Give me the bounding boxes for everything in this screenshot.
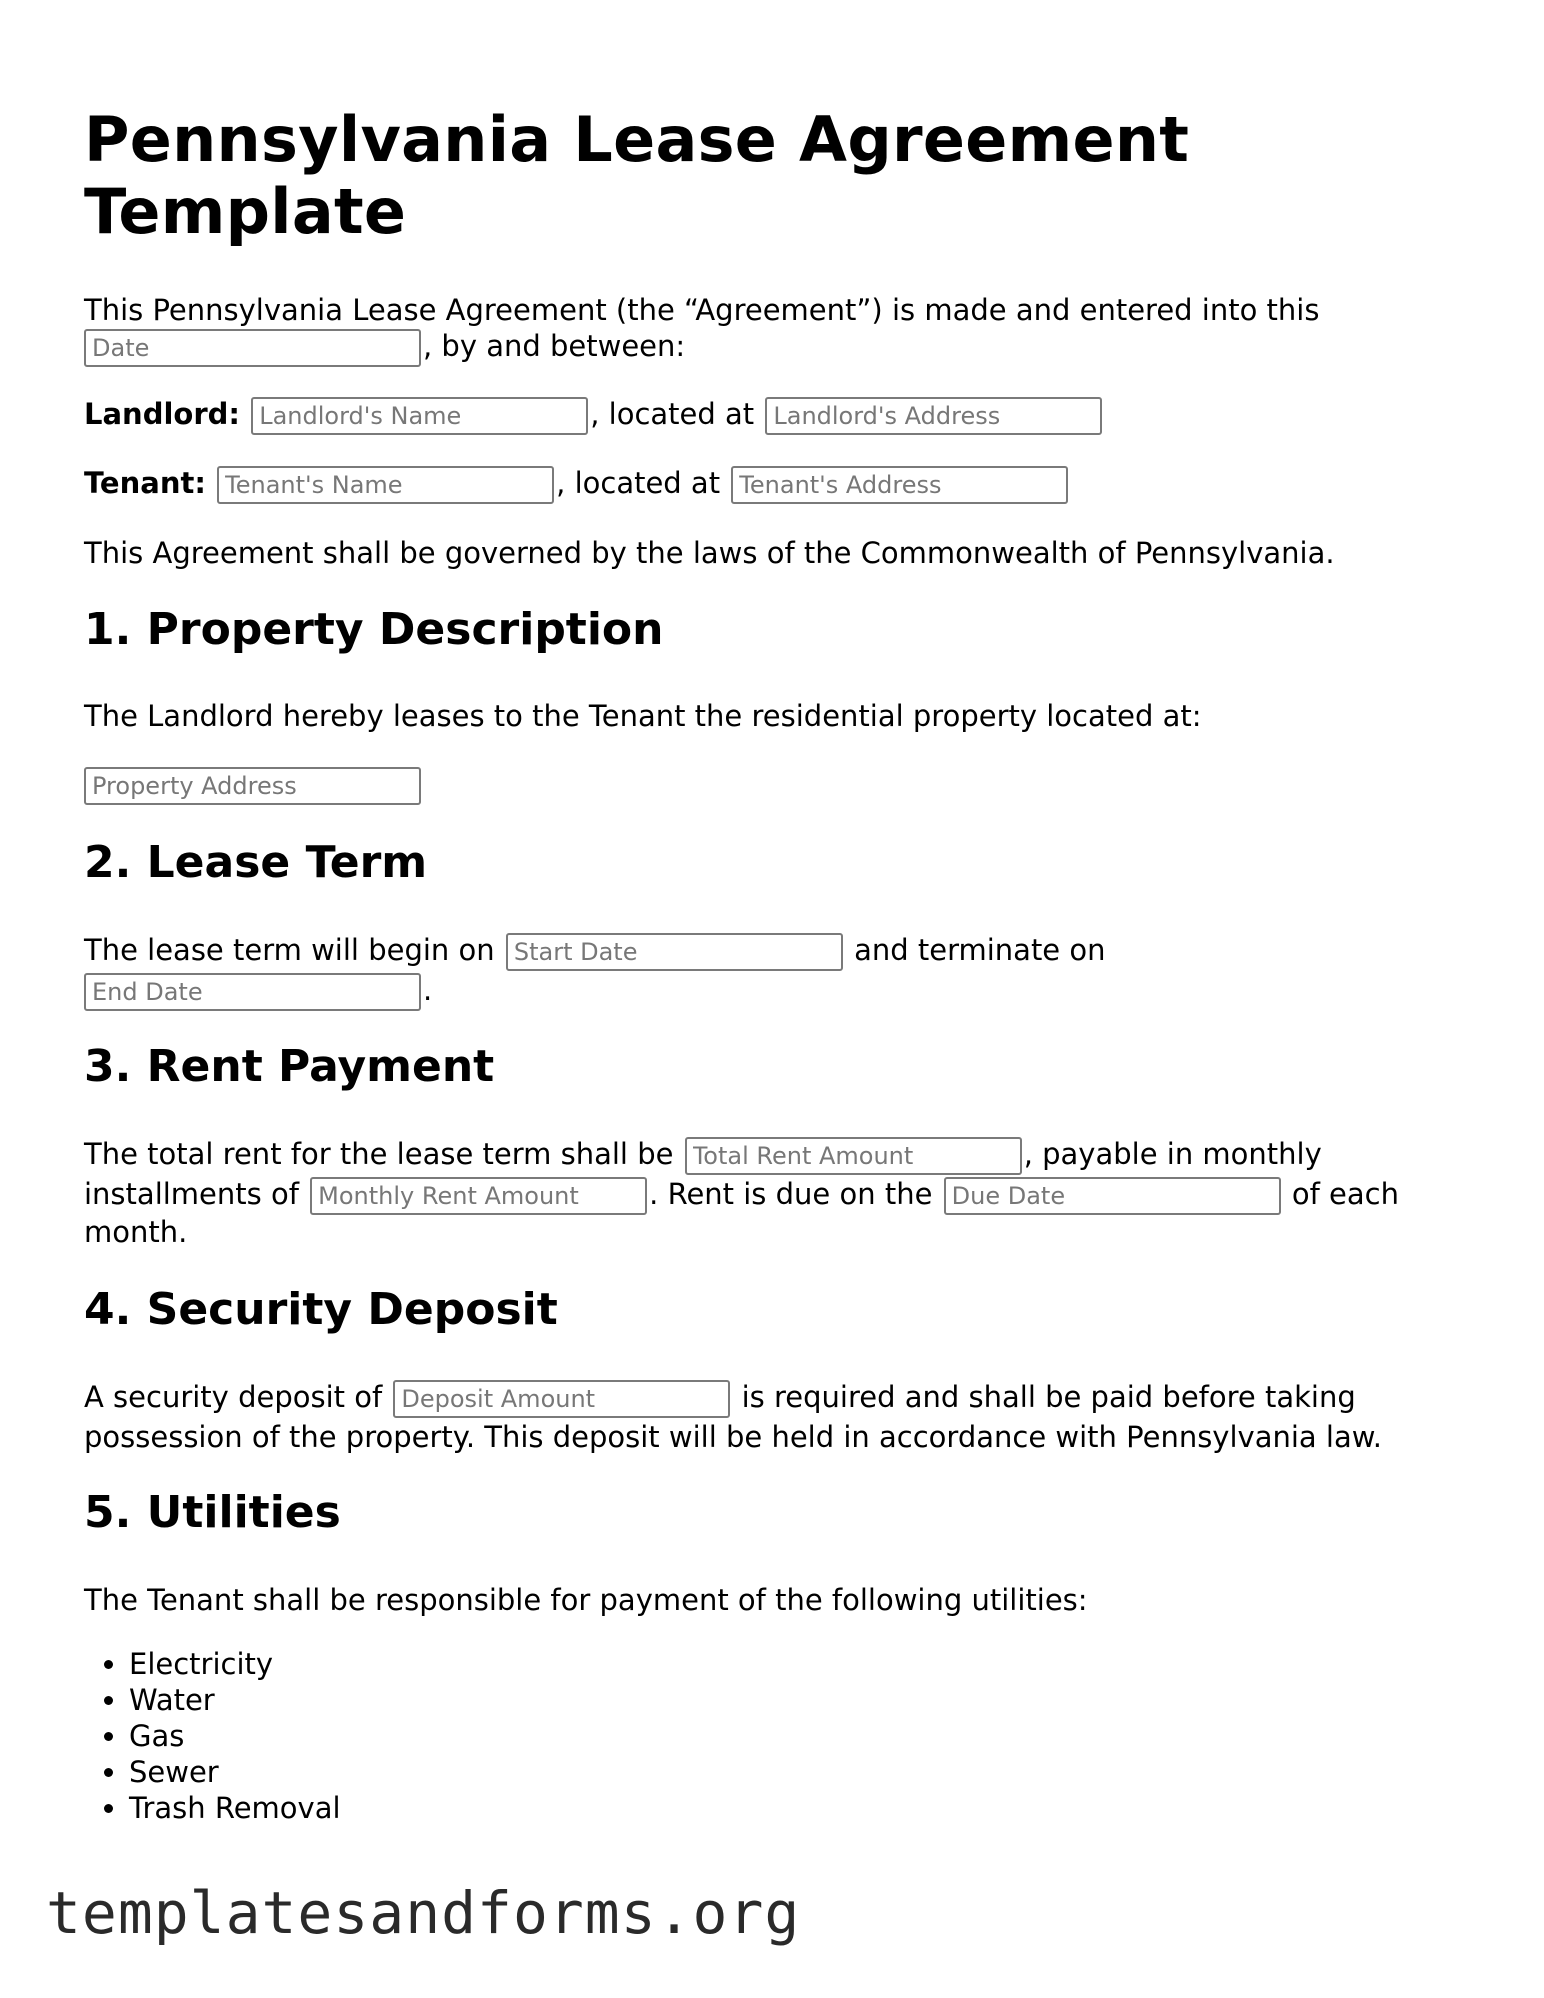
lease-term-terminate-text: and terminate on: [854, 933, 1106, 967]
property-description-text: The Landlord hereby leases to the Tenant the residential property located at:: [84, 699, 1202, 733]
landlord-label: Landlord:: [84, 397, 240, 431]
tenant-address-input[interactable]: [731, 466, 1068, 504]
date-input[interactable]: [84, 329, 421, 367]
rent-due-text: . Rent is due on the: [649, 1177, 933, 1211]
list-item: • Gas: [129, 1718, 341, 1754]
deposit-amount-input[interactable]: [393, 1380, 730, 1418]
tenant-line: [84, 463, 1070, 504]
deposit-text-after: is required and shall be paid before taking: [741, 1380, 1356, 1414]
deposit-text-line-2: possession of the property. This deposit will be held in accordance with Pennsylvania law.: [84, 1420, 1382, 1454]
rent-month-text: month.: [84, 1215, 188, 1249]
property-address-input[interactable]: [84, 767, 421, 805]
intro-date-line: [84, 326, 685, 367]
rent-each-text: of each: [1291, 1177, 1399, 1211]
rent-payable-text: , payable in monthly: [1023, 1137, 1322, 1171]
lease-term-line-1: [84, 930, 1106, 971]
intro-by-and-between: , by and between:: [423, 329, 686, 363]
start-date-input[interactable]: [506, 933, 843, 971]
utilities-text: The Tenant shall be responsible for payment of the following utilities:: [84, 1583, 1088, 1617]
landlord-located-at: , located at: [590, 397, 755, 431]
monthly-rent-input[interactable]: [310, 1177, 647, 1215]
list-item: • Electricity: [129, 1646, 341, 1682]
section-heading-property: 1. Property Description: [84, 604, 664, 655]
lease-term-begin-text: The lease term will begin on: [84, 933, 495, 967]
section-heading-rent: 3. Rent Payment: [84, 1041, 495, 1092]
utilities-list: [84, 1646, 341, 1826]
lease-term-period: .: [423, 973, 433, 1007]
tenant-label: Tenant:: [84, 466, 206, 500]
end-date-input[interactable]: [84, 973, 421, 1011]
property-address-line: [84, 764, 423, 805]
rent-total-text: The total rent for the lease term shall be: [84, 1137, 674, 1171]
section-heading-utilities: 5. Utilities: [84, 1487, 341, 1538]
landlord-address-input[interactable]: [765, 397, 1102, 435]
total-rent-input[interactable]: [685, 1137, 1022, 1175]
intro-text: This Pennsylvania Lease Agreement (the “Agreement”) is made and entered into this: [84, 293, 1320, 327]
page-title: Pennsylvania Lease Agreement Template: [84, 103, 1190, 248]
list-item: • Sewer: [129, 1754, 341, 1790]
landlord-name-input[interactable]: [251, 397, 588, 435]
rent-line-2: [84, 1174, 1399, 1215]
deposit-line-1: [84, 1377, 1356, 1418]
tenant-name-input[interactable]: [217, 466, 554, 504]
rent-line-1: [84, 1134, 1322, 1175]
watermark: templatesandforms.org: [46, 1879, 801, 1947]
landlord-line: [84, 394, 1104, 435]
tenant-located-at: , located at: [556, 466, 721, 500]
due-date-input[interactable]: [944, 1177, 1281, 1215]
section-heading-deposit: 4. Security Deposit: [84, 1284, 558, 1335]
section-heading-lease-term: 2. Lease Term: [84, 837, 428, 888]
deposit-text-before: A security deposit of: [84, 1380, 383, 1414]
lease-term-line-2: [84, 970, 432, 1011]
rent-installments-text: installments of: [84, 1177, 299, 1211]
list-item: • Trash Removal: [129, 1790, 341, 1826]
governing-law-text: This Agreement shall be governed by the laws of the Commonwealth of Pennsylvania.: [84, 536, 1335, 570]
list-item: • Water: [129, 1682, 341, 1718]
